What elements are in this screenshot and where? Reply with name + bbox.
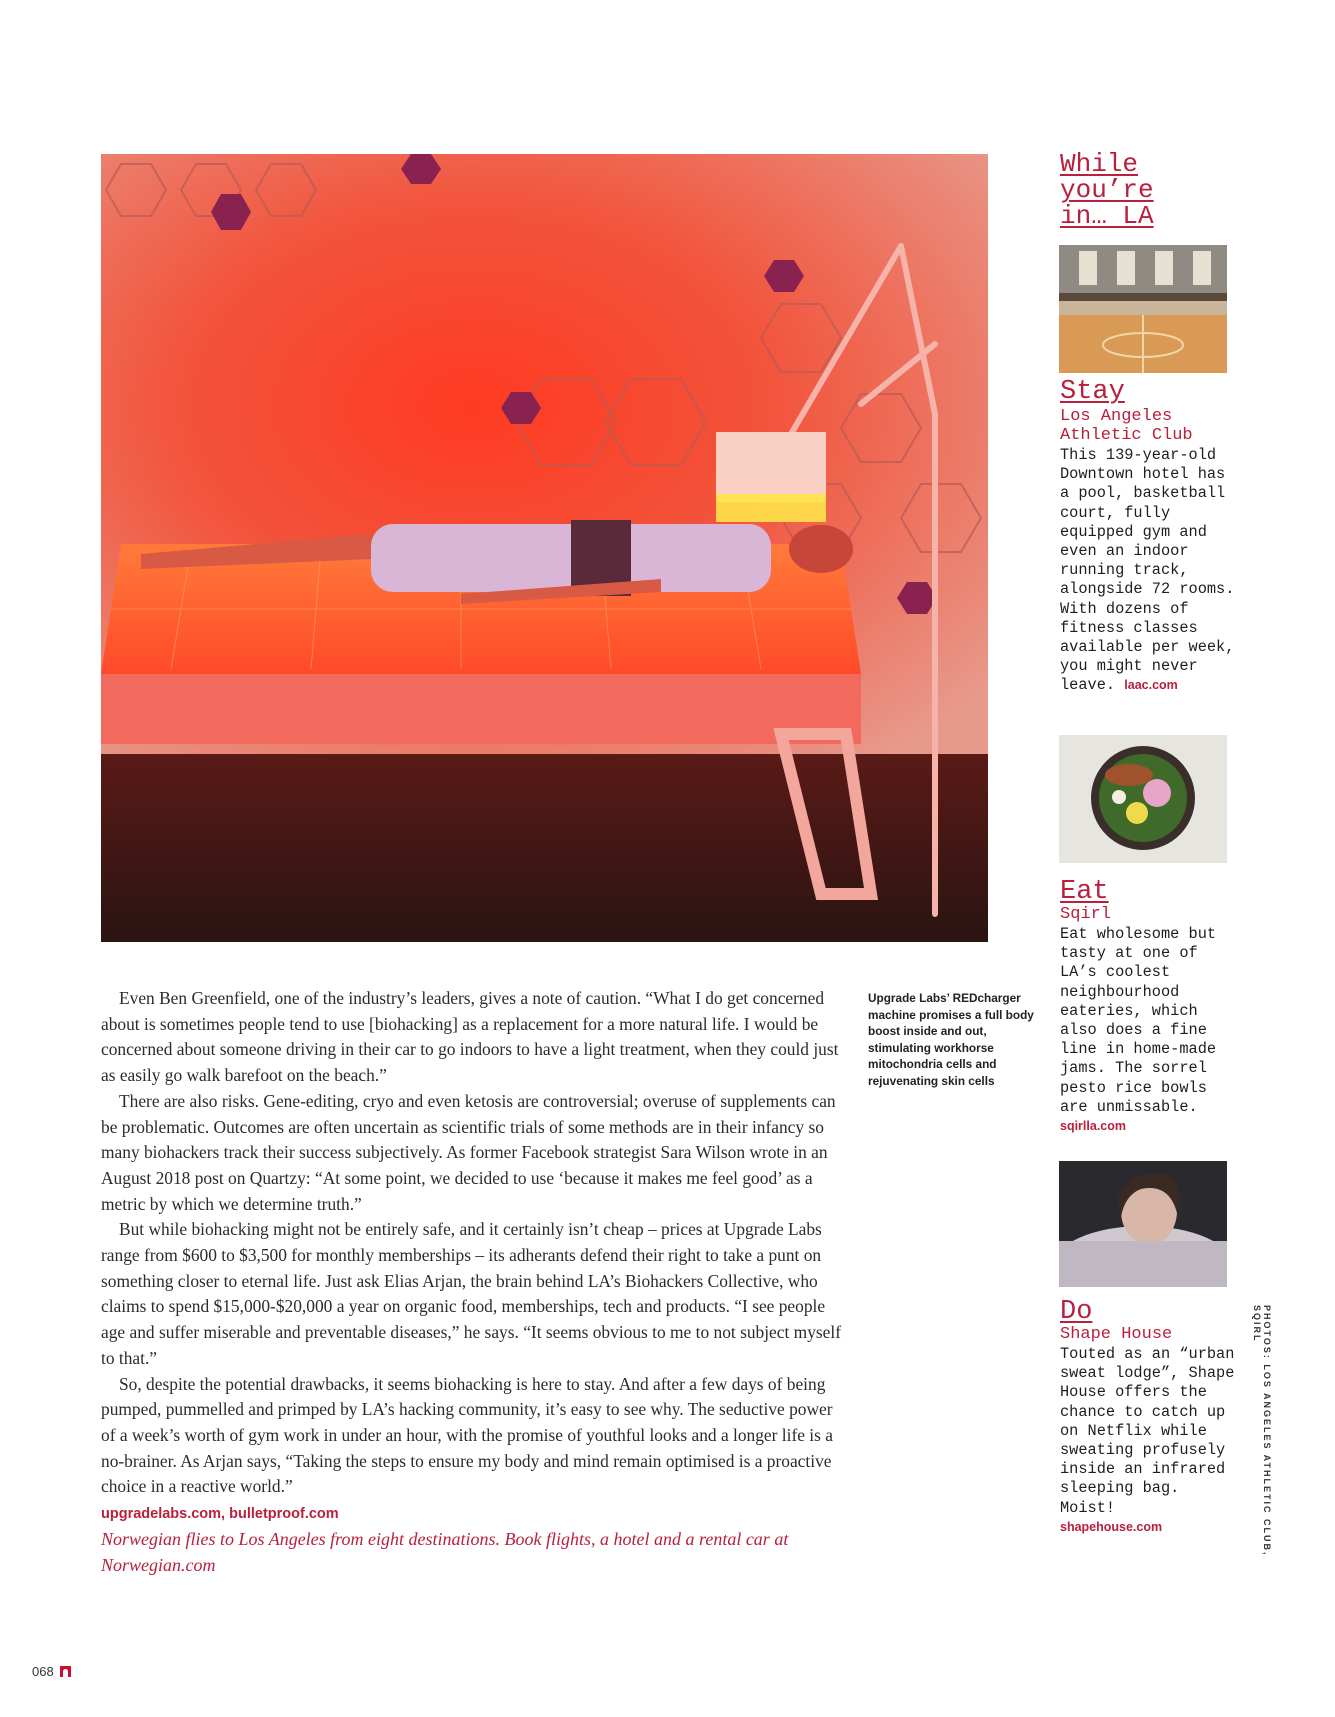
article-links[interactable]: upgradelabs.com, bulletproof.com	[101, 1506, 339, 1523]
section-body-text: Touted as an “urban sweat lodge”, Shape House offers the chance to catch up on Netflix while sweating profusely inside an infrared sleeping bag. Moist!	[1060, 1345, 1235, 1517]
section-subheading	[1060, 905, 1240, 924]
sidebar-title-line: you’re	[1060, 175, 1154, 205]
woman-in-sleeping-bag-photo	[1059, 1161, 1227, 1287]
photo-caption: Upgrade Labs’ REDcharger machine promises a full body boost inside and out, stimulating workhorse mitochondria cells and rejuvenating skin cells	[868, 991, 1034, 1088]
section-subheading	[1060, 407, 1240, 445]
photo-credit: PHOTOS: LOS ANGELES ATHLETIC CLUB, SQIRL	[1252, 1305, 1272, 1557]
subheading-line: Sqirl	[1060, 905, 1112, 924]
food-bowl-photo	[1059, 735, 1227, 863]
norwegian-n-logo-icon	[60, 1666, 71, 1677]
sidebar-title-line: While	[1060, 149, 1139, 179]
section-body	[1060, 925, 1235, 1136]
section-body-text: Eat wholesome but tasty at one of LA’s coolest neighbourhood eateries, which also does a fine line in home-made jams. The sorrel pesto rice bowls are unmissable.	[1060, 925, 1217, 1116]
section-heading-stay: Stay	[1060, 377, 1125, 407]
sidebar-title	[1060, 151, 1260, 229]
article-paragraph: But while biohacking might not be entirely safe, and it certainly isn’t cheap – prices at Upgrade Labs range from $600 to $3,500 for monthly memberships – its adherants defend their right to take a punt on something closer to eternal life. Just ask Elias Arjan, the brain behind LA’s Biohackers Collective, who claims to spend $15,000-$20,000 a year on organic food, memberships, tech and products. “I see people age and suffer miserable and preventable diseases,” he says. “It seems obvious to me to not subject myself to that.”	[101, 1219, 842, 1368]
section-link[interactable]: sqirlla.com	[1060, 1119, 1126, 1134]
sidebar-title-line: in… LA	[1060, 201, 1154, 231]
gym-hall-photo	[1059, 245, 1227, 373]
subheading-line: Los Angeles	[1060, 407, 1173, 426]
page-number: 068	[32, 1664, 54, 1679]
section-heading-do: Do	[1060, 1297, 1093, 1327]
section-body-text: This 139-year-old Downtown hotel has a pool, basketball court, fully equipped gym and even an indoor running track, alongside 72 rooms. With dozens of fitness classes available per week, you might never leave.	[1060, 446, 1235, 695]
article-paragraph: Even Ben Greenfield, one of the industry’s leaders, gives a note of caution. “What I do get concerned about is sometimes people tend to use [biohacking] as a replacement for a more natural life. I would be concerned about someone driving in their car to go indoors to have a light treatment, when they could just as easily go walk barefoot on the beach.”	[101, 988, 839, 1086]
folio	[32, 1664, 71, 1679]
section-link[interactable]: laac.com	[1124, 678, 1178, 693]
section-body	[1060, 446, 1235, 696]
red-light-therapy-bed-photo	[101, 154, 988, 942]
article-paragraph: There are also risks. Gene-editing, cryo and even ketosis are controversial; overuse of supplements can be problematic. Outcomes are often uncertain as scientific trials of some methods are in their infancy so many biohackers track their success subjectively. As former Facebook strategist Sara Wilson wrote in an August 2018 post on Quartzy: “At some point, we decided to use ‘because it makes me feel good’ as a metric by which we determine truth.”	[101, 1090, 836, 1214]
section-subheading	[1060, 1325, 1240, 1344]
hero-photo	[101, 154, 988, 942]
section-heading-eat: Eat	[1060, 877, 1109, 907]
section-link[interactable]: shapehouse.com	[1060, 1519, 1163, 1534]
subheading-line: Shape House	[1060, 1325, 1173, 1344]
section-body	[1060, 1345, 1235, 1537]
booking-cta: Norwegian flies to Los Angeles from eight destinations. Book flights, a hotel and a rental car at Norwegian.com	[101, 1529, 789, 1576]
subheading-line: Athletic Club	[1060, 426, 1193, 445]
article-body	[101, 986, 844, 1578]
article-paragraph: So, despite the potential drawbacks, it seems biohacking is here to stay. And after a few days of being pumped, pummelled and primped by LA’s hacking community, it’s easy to see why. The seductive power of a week’s worth of gym work in under an hour, with the promise of youthful looks and a longer life is a no-brainer. As Arjan says, “Taking the steps to ensure my body and mind remain optimised is a proactive choice in a reactive world.”	[101, 1373, 833, 1497]
